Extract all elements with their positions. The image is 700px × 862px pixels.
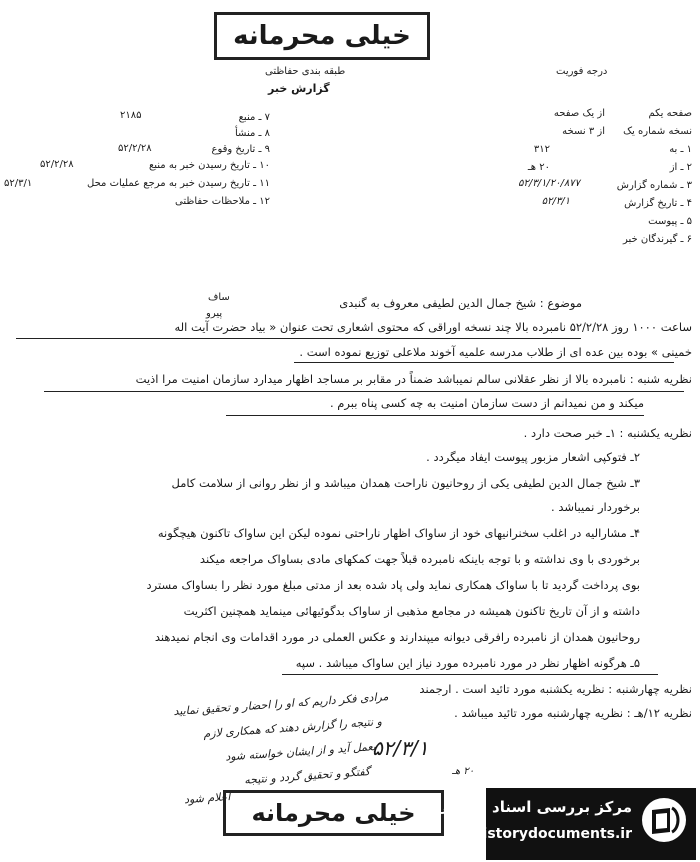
body-line-8: برخوردار نمیباشد . [551, 500, 640, 514]
form-left-label-10: ۱۰ ـ تاریخ رسیدن خبر به منبع [148, 160, 270, 171]
body-line-5: نظریه یکشنبه : ۱ـ خبر صحت دارد . [523, 426, 692, 440]
archive-logo-url: historydocuments.ir [472, 826, 632, 842]
opinion-wednesday: نظریه چهارشنبه : نظریه یکشنبه مورد تائید است . ارجمند [419, 682, 692, 696]
body-line-10: برخوردی با وی نداشته و با توجه باینکه نامبرده قبلاً جهت کمکهای مادی بساواک مراجعه میکند [199, 552, 640, 566]
body-line-12: داشته و از آن تاریخ تاکنون همیشه در مجامع مذهبی از ساواک بدگوئیهائی مینماید همچنین اکثریت [183, 604, 640, 618]
form-left-label-11: ۱۱ ـ تاریخ رسیدن خبر به مرجع عملیات محل [87, 178, 270, 189]
handwritten-note-3: بعمل آید و از ایشان خواسته شود [225, 740, 377, 764]
handwritten-note-4: گفتگو و تحقیق گردد و نتیجه [243, 765, 371, 787]
body-line-3: نظریه شنبه : نامبرده بالا از نظر عقلانی سالم نمیباشد ضمناً در مقابر بر مساجد اظهار میدارد سازمان امنیت مرا اذیت [135, 372, 692, 386]
form-right-label-to: ۱ ـ به [669, 144, 692, 155]
urgency-label: درجه فوریت [556, 66, 608, 77]
form-left-label-7: ۷ ـ منبع [238, 112, 270, 123]
form-right-label-recipients: ۶ ـ گیرندگان خبر [622, 234, 692, 245]
underline-2 [294, 362, 674, 363]
body-line-7: ۳ـ شیخ جمال الدین لطیفی یکی از روحانیون ناراحت همدان میباشد و از نظر روانی از سلامت کامل [171, 476, 640, 490]
form-right-value-to: ۳۱۲ [533, 144, 550, 155]
underline-5 [282, 674, 658, 675]
report-title: گزارش خبر [268, 82, 330, 95]
form-right-label-from: ۲ ـ از [669, 162, 692, 173]
form-right-value-report-no: ۵۲/۳/۱/۲۰/۸۷۷ [518, 178, 580, 189]
underline-1 [16, 338, 581, 339]
classification-stamp-top: خیلی محرمانه [214, 12, 430, 60]
handwritten-note-1: مرادی فکر داریم که او را احضار و تحقیق نمایید [172, 690, 389, 719]
underline-4 [226, 415, 644, 416]
body-line-11: بوی پرداخت گردید تا با ساواک همکاری نماید ولی پاد شده بعد از مدتی مبلغ مورد نظر را بساواک مسترد [146, 578, 640, 592]
department-label: طبقه بندی حفاظتی [265, 66, 346, 77]
form-right-value-from: ۲۰ هـ [527, 162, 550, 173]
date-stamp-sub: ۲۰ هـ [452, 766, 475, 777]
body-line-1: ساعت ۱۰۰۰ روز ۵۲/۲/۲۸ نامبرده بالا چند نسخه اوراقی که محتوی اشعاری تحت عنوان « بیاد حضرت آیت اله [174, 320, 692, 334]
body-line-14: ۵ـ هرگونه اظهار نظر در مورد نامبرده مورد نیاز این ساواک میباشد . سپه [295, 656, 640, 670]
form-left-value-7: ۲۱۸۵ [120, 110, 142, 121]
body-line-2: خمینی » بوده بین عده ای از طلاب مدرسه علمیه آخوند ملاعلی توزیع نموده است . [299, 345, 692, 359]
form-right-value-page: از یک صفحه [553, 108, 605, 119]
handwritten-note-5: اعلام شود [183, 790, 231, 807]
body-line-4: میکند و من نمیدانم از دست سازمان امنیت به چه کسی پناه ببرم . [329, 396, 644, 410]
form-left-value-10: ۵۲/۲/۲۸ [40, 159, 74, 170]
body-line-9: ۴ـ مشارالیه در اغلب سخنرانیهای خود از ساواک اظهار ناراحتی نموده لیکن این ساواک تاکنون هیچگونه [157, 526, 640, 540]
handwritten-note-2: و نتیجه را گزارش دهند که همکاری لازم [203, 715, 383, 741]
archive-emblem-icon [640, 796, 688, 844]
form-right-value-copy: از ۳ نسخه [562, 126, 605, 137]
side-mark-bottom: پیرو [206, 308, 223, 319]
body-line-13: روحانیون همدان از نامبرده رافرقی دیوانه میپندارند و عکس العملی در مورد اقدامات وی انجام نمیدهند [154, 630, 640, 644]
form-right-label-report-no: ۳ ـ شماره گزارش [616, 180, 692, 191]
side-mark-top: ساف [208, 292, 230, 303]
classification-stamp-bottom: خیلی محرمانه [223, 790, 444, 836]
form-left-value-11: ۵۲/۳/۱ [4, 178, 33, 189]
opinion-final: نظریه ۱۲/هـ : نظریه چهارشنبه مورد تائید میباشد . [454, 706, 692, 720]
form-left-label-9: ۹ ـ تاریخ وقوع [211, 144, 270, 155]
form-right-label-copy: نسخه شماره یک [623, 126, 692, 137]
subject-line: موضوع : شیخ جمال الدین لطیفی معروف به گنبدی [339, 296, 582, 310]
form-left-label-12: ۱۲ ـ ملاحظات حفاظتی [175, 196, 270, 207]
form-right-label-page: صفحه یکم [648, 108, 692, 119]
form-left-value-9: ۵۲/۲/۲۸ [118, 143, 152, 154]
body-line-6: ۲ـ فتوکپی اشعار مزبور پیوست ایفاد میگردد . [426, 450, 640, 464]
form-right-label-report-date: ۴ ـ تاریخ گزارش [624, 198, 692, 209]
form-right-label-attachment: ۵ ـ پیوست [648, 216, 692, 227]
underline-3 [44, 391, 684, 392]
form-left-label-8: ۸ ـ منشأ [234, 128, 270, 139]
form-right-value-report-date: ۵۲/۳/۱ [541, 196, 570, 207]
archive-logo-title: مرکز بررسی اسناد تاریخی [435, 798, 632, 816]
date-stamp: ۵۲/۳/۱ [372, 736, 429, 760]
